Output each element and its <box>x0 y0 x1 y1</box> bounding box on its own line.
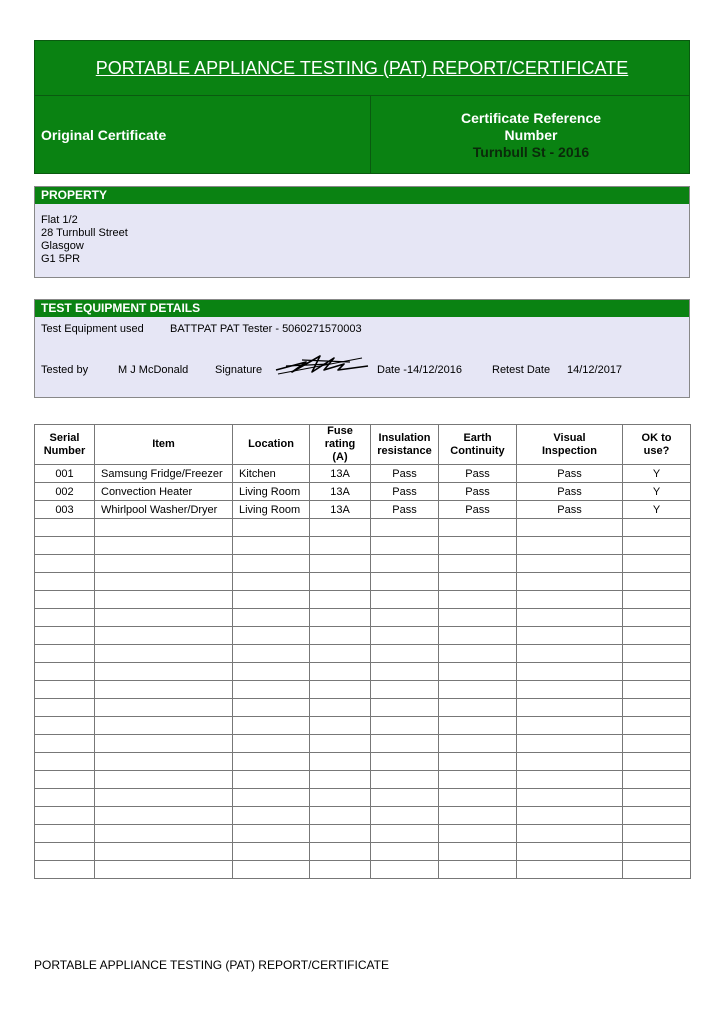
table-row <box>35 465 691 483</box>
column-header <box>517 425 623 465</box>
table-cell <box>310 771 371 789</box>
table-cell <box>233 699 310 717</box>
table-cell <box>623 843 691 861</box>
table-cell <box>371 735 439 753</box>
table-cell <box>371 555 439 573</box>
table-cell <box>310 537 371 555</box>
table-cell <box>439 609 517 627</box>
cert-ref-value: Turnbull St - 2016 <box>472 143 590 160</box>
table-cell <box>623 771 691 789</box>
table-cell: Pass <box>371 501 439 519</box>
table-cell <box>623 825 691 843</box>
table-cell <box>439 645 517 663</box>
table-cell <box>439 735 517 753</box>
table-cell <box>623 519 691 537</box>
empty-table-row <box>35 591 691 609</box>
table-cell <box>439 753 517 771</box>
table-cell: Pass <box>439 483 517 501</box>
table-cell: 001 <box>35 465 95 483</box>
column-header-line: Fuse <box>327 425 353 437</box>
table-cell <box>517 699 623 717</box>
table-cell: Pass <box>371 483 439 501</box>
table-cell <box>310 681 371 699</box>
table-cell <box>95 573 233 591</box>
table-cell <box>35 807 95 825</box>
column-header-line: OK to <box>641 431 672 444</box>
table-cell: Kitchen <box>233 465 310 483</box>
table-cell <box>439 519 517 537</box>
table-cell <box>95 735 233 753</box>
table-cell <box>233 807 310 825</box>
table-cell <box>35 573 95 591</box>
table-cell <box>517 771 623 789</box>
table-cell <box>517 681 623 699</box>
table-cell <box>310 555 371 573</box>
table-cell <box>95 627 233 645</box>
table-cell <box>439 789 517 807</box>
property-section <box>34 186 690 278</box>
table-cell <box>95 645 233 663</box>
column-header <box>371 425 439 465</box>
table-cell <box>35 609 95 627</box>
table-cell <box>439 555 517 573</box>
table-cell <box>623 717 691 735</box>
table-cell: Pass <box>439 465 517 483</box>
table-cell <box>310 573 371 591</box>
column-header-line: Continuity <box>450 444 505 457</box>
table-cell <box>439 717 517 735</box>
property-address <box>35 204 689 277</box>
table-cell <box>439 771 517 789</box>
table-cell <box>517 537 623 555</box>
table-cell <box>371 861 439 879</box>
equipment-heading: TEST EQUIPMENT DETAILS <box>35 300 689 317</box>
table-cell <box>439 861 517 879</box>
certificate-title: PORTABLE APPLIANCE TESTING (PAT) REPORT/CERTIFICATE <box>35 41 689 96</box>
table-cell <box>371 717 439 735</box>
empty-table-row <box>35 789 691 807</box>
table-cell <box>310 735 371 753</box>
table-cell <box>233 645 310 663</box>
empty-table-row <box>35 699 691 717</box>
table-cell <box>623 555 691 573</box>
column-header-line: Visual <box>553 431 586 444</box>
table-cell <box>35 699 95 717</box>
empty-table-row <box>35 717 691 735</box>
table-cell <box>233 843 310 861</box>
table-cell <box>95 807 233 825</box>
table-cell <box>310 663 371 681</box>
column-header <box>439 425 517 465</box>
column-header-line: rating <box>324 438 356 450</box>
table-cell <box>439 807 517 825</box>
empty-table-row <box>35 573 691 591</box>
table-cell <box>623 753 691 771</box>
table-cell <box>95 681 233 699</box>
column-header <box>623 425 691 465</box>
table-cell <box>310 789 371 807</box>
retest-date-value: 14/12/2017 <box>567 364 623 376</box>
table-cell <box>95 717 233 735</box>
table-cell: Living Room <box>233 501 310 519</box>
table-cell <box>95 699 233 717</box>
table-cell <box>233 717 310 735</box>
signature-image <box>272 350 372 376</box>
equipment-label: Test Equipment used <box>41 323 144 335</box>
column-header-line: Location <box>248 438 294 450</box>
table-cell <box>35 591 95 609</box>
table-cell <box>35 519 95 537</box>
table-cell <box>371 573 439 591</box>
table-cell <box>371 807 439 825</box>
table-cell <box>233 735 310 753</box>
table-cell <box>623 681 691 699</box>
table-cell <box>439 573 517 591</box>
table-cell: 13A <box>310 501 371 519</box>
table-cell <box>95 861 233 879</box>
column-header-line: Item <box>152 438 175 450</box>
certificate-header <box>34 40 690 174</box>
table-cell <box>35 717 95 735</box>
empty-table-row <box>35 735 691 753</box>
certificate-reference <box>371 96 691 174</box>
table-cell <box>310 519 371 537</box>
cert-ref-label-line2: Number <box>504 126 558 143</box>
table-cell <box>310 807 371 825</box>
table-cell <box>623 537 691 555</box>
column-header-line: use? <box>643 444 670 457</box>
table-cell <box>310 717 371 735</box>
empty-table-row <box>35 519 691 537</box>
table-cell: Pass <box>517 501 623 519</box>
table-cell <box>517 735 623 753</box>
table-cell <box>623 573 691 591</box>
column-header <box>310 425 371 465</box>
table-cell <box>35 555 95 573</box>
table-cell <box>517 555 623 573</box>
test-date: Date -14/12/2016 <box>377 364 463 376</box>
table-cell <box>95 555 233 573</box>
table-cell <box>517 519 623 537</box>
table-cell <box>517 753 623 771</box>
table-cell <box>517 573 623 591</box>
table-cell: Whirlpool Washer/Dryer <box>95 501 233 519</box>
table-cell <box>95 771 233 789</box>
empty-table-row <box>35 537 691 555</box>
table-cell <box>310 591 371 609</box>
table-cell <box>35 681 95 699</box>
table-cell <box>35 861 95 879</box>
table-cell <box>623 609 691 627</box>
table-cell: 003 <box>35 501 95 519</box>
table-cell <box>371 843 439 861</box>
table-cell <box>517 807 623 825</box>
table-header-row <box>35 425 691 465</box>
table-cell <box>517 861 623 879</box>
table-cell <box>371 627 439 645</box>
empty-table-row <box>35 807 691 825</box>
table-cell <box>439 663 517 681</box>
table-cell <box>95 789 233 807</box>
address-line: 28 Turnbull Street <box>41 227 128 239</box>
property-heading: PROPERTY <box>35 187 689 204</box>
table-cell <box>95 663 233 681</box>
column-header-line: Inspection <box>541 444 597 457</box>
table-cell <box>233 771 310 789</box>
column-header-line: resistance <box>377 444 432 457</box>
table-cell <box>517 645 623 663</box>
table-cell <box>623 663 691 681</box>
table-cell <box>371 591 439 609</box>
table-body <box>35 465 691 879</box>
table-cell: Y <box>623 483 691 501</box>
table-cell <box>517 627 623 645</box>
table-cell: 002 <box>35 483 95 501</box>
table-cell: 13A <box>310 483 371 501</box>
table-cell <box>35 771 95 789</box>
table-cell <box>35 825 95 843</box>
table-cell <box>439 537 517 555</box>
table-cell <box>310 825 371 843</box>
table-cell <box>35 843 95 861</box>
table-cell <box>35 627 95 645</box>
table-cell <box>233 609 310 627</box>
table-cell <box>233 681 310 699</box>
empty-table-row <box>35 645 691 663</box>
column-header-line: Insulation <box>378 431 431 444</box>
empty-table-row <box>35 753 691 771</box>
table-cell <box>623 645 691 663</box>
empty-table-row <box>35 861 691 879</box>
table-cell <box>517 825 623 843</box>
table-cell <box>95 843 233 861</box>
table-cell <box>233 591 310 609</box>
table-cell: Samsung Fridge/Freezer <box>95 465 233 483</box>
table-cell <box>371 681 439 699</box>
table-row <box>35 483 691 501</box>
empty-table-row <box>35 681 691 699</box>
table-cell <box>310 699 371 717</box>
table-cell: Y <box>623 501 691 519</box>
table-cell <box>233 789 310 807</box>
table-cell <box>623 807 691 825</box>
column-header-line: Number <box>43 444 86 457</box>
column-header <box>233 425 310 465</box>
footer-text: PORTABLE APPLIANCE TESTING (PAT) REPORT/CERTIFICATE <box>34 958 389 972</box>
signature-label: Signature <box>215 364 263 376</box>
table-cell: Living Room <box>233 483 310 501</box>
equipment-body <box>35 317 689 397</box>
table-cell <box>233 663 310 681</box>
address-line: Flat 1/2 <box>41 214 78 226</box>
address-line: G1 5PR <box>41 253 81 265</box>
table-cell <box>623 699 691 717</box>
empty-table-row <box>35 663 691 681</box>
table-cell <box>371 825 439 843</box>
table-cell <box>517 609 623 627</box>
table-cell <box>233 537 310 555</box>
tested-by-value: M J McDonald <box>118 364 189 376</box>
column-header-line: Earth <box>463 431 492 444</box>
table-cell <box>310 645 371 663</box>
table-cell <box>35 753 95 771</box>
retest-date-label: Retest Date <box>492 364 551 376</box>
table-cell <box>35 735 95 753</box>
table-cell: Convection Heater <box>95 483 233 501</box>
table-cell <box>439 825 517 843</box>
cert-ref-label-line1: Certificate Reference <box>460 109 602 126</box>
equipment-value: BATTPAT PAT Tester - 5060271570003 <box>170 323 362 335</box>
table-cell <box>233 753 310 771</box>
empty-table-row <box>35 843 691 861</box>
table-cell <box>233 627 310 645</box>
table-cell <box>371 753 439 771</box>
table-cell <box>517 717 623 735</box>
table-cell <box>35 645 95 663</box>
table-cell <box>95 537 233 555</box>
table-cell <box>35 537 95 555</box>
equipment-section <box>34 299 690 398</box>
table-cell <box>371 699 439 717</box>
table-cell <box>95 753 233 771</box>
column-header-line: Serial <box>49 431 80 444</box>
table-cell <box>233 573 310 591</box>
table-cell <box>233 861 310 879</box>
table-cell <box>623 861 691 879</box>
table-cell: Pass <box>439 501 517 519</box>
table-cell <box>35 789 95 807</box>
table-cell <box>310 861 371 879</box>
table-cell <box>371 537 439 555</box>
table-cell: Pass <box>371 465 439 483</box>
table-cell <box>371 519 439 537</box>
table-cell <box>439 681 517 699</box>
table-cell <box>371 663 439 681</box>
table-cell <box>371 645 439 663</box>
table-cell: Pass <box>517 465 623 483</box>
table-cell <box>95 609 233 627</box>
address-line: Glasgow <box>41 240 84 252</box>
certificate-type: Original Certificate <box>35 96 371 174</box>
table-cell <box>517 789 623 807</box>
tested-by-label: Tested by <box>41 364 89 376</box>
table-cell <box>371 789 439 807</box>
table-cell <box>233 519 310 537</box>
table-cell <box>623 789 691 807</box>
table-cell <box>623 591 691 609</box>
appliance-table <box>34 424 691 879</box>
table-cell <box>517 591 623 609</box>
table-cell <box>517 843 623 861</box>
empty-table-row <box>35 555 691 573</box>
table-cell <box>517 663 623 681</box>
table-cell <box>310 753 371 771</box>
table-cell <box>310 627 371 645</box>
table-row <box>35 501 691 519</box>
table-cell <box>233 825 310 843</box>
table-cell <box>371 771 439 789</box>
table-cell <box>95 591 233 609</box>
table-cell <box>439 699 517 717</box>
table-cell <box>310 843 371 861</box>
column-header <box>35 425 95 465</box>
table-cell <box>439 843 517 861</box>
column-header-line: (A) <box>332 451 348 463</box>
table-cell <box>623 735 691 753</box>
empty-table-row <box>35 609 691 627</box>
table-cell <box>439 627 517 645</box>
table-cell: Pass <box>517 483 623 501</box>
column-header <box>95 425 233 465</box>
table-cell <box>233 555 310 573</box>
table-cell <box>310 609 371 627</box>
table-cell <box>95 519 233 537</box>
table-cell: 13A <box>310 465 371 483</box>
empty-table-row <box>35 627 691 645</box>
table-cell <box>35 663 95 681</box>
empty-table-row <box>35 825 691 843</box>
table-cell <box>371 609 439 627</box>
table-cell: Y <box>623 465 691 483</box>
table-cell <box>95 825 233 843</box>
table-cell <box>623 627 691 645</box>
empty-table-row <box>35 771 691 789</box>
table-cell <box>439 591 517 609</box>
